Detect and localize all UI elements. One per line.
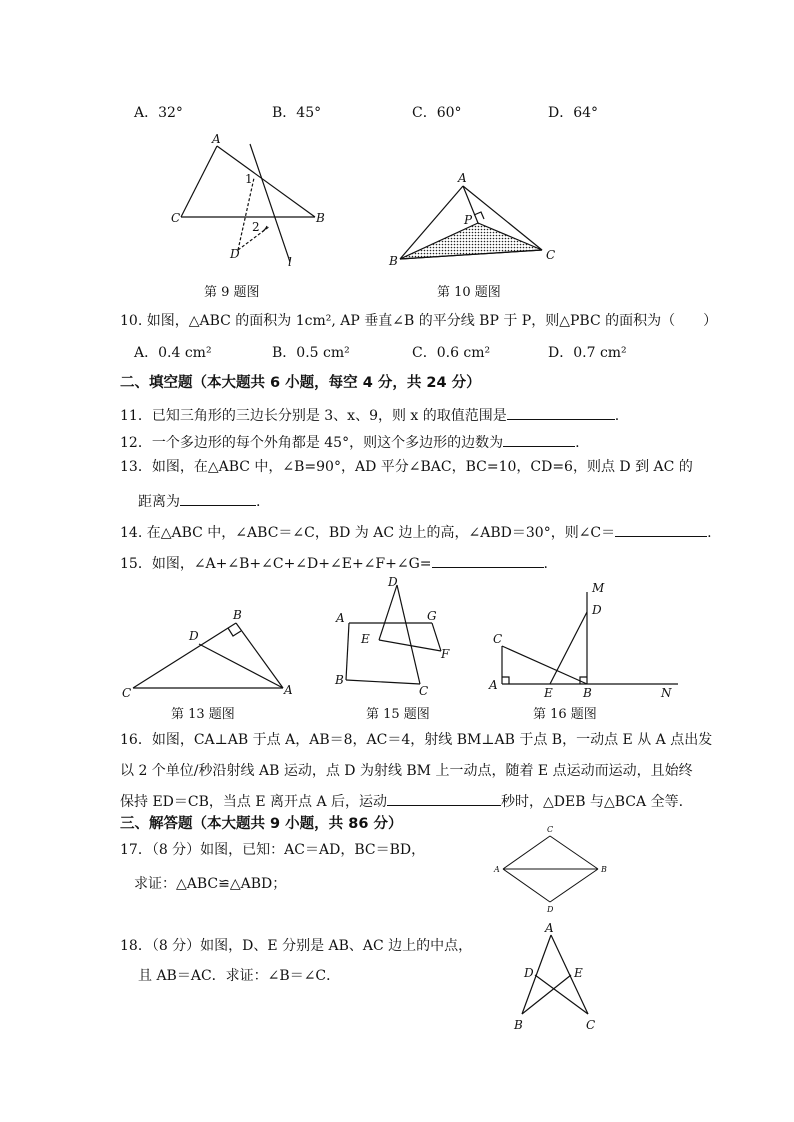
fig15-label-c: C [419,684,429,698]
q14-text: 14. 在△ABC 中，∠ABC＝∠C，BD 为 AC 边上的高，∠ABD＝30°，则∠C＝ [120,525,616,541]
fig16-label-d: D [592,603,602,617]
fig16-caption: 第 16 题图 [533,707,597,722]
q16-text3a: 保持 ED＝CB，当点 E 离开点 A 后，运动 [120,794,388,810]
q16-line1: 16．如图，CA⊥AB 于点 A，AB＝8，AC＝4，射线 BM⊥AB 于点 B，一动点 E 从 A 点出发 [120,732,713,748]
fig15-label-g: G [427,609,437,623]
q10-option-d: D．0.7 cm² [548,345,627,361]
fig17-label-a: A [494,865,500,874]
section-3-heading: 三、解答题（本大题共 9 小题，共 86 分） [120,816,403,832]
fig13-label-c: C [122,686,132,700]
q16-line2: 以 2 个单位/秒沿射线 AB 运动，点 D 为射线 BM 上一动点，随着 E 点运动而运动，且始终 [120,763,693,779]
q16-text3b: 秒时，△DEB 与△BCA 全等. [501,794,684,810]
q13-line1: 13．如图，在△ABC 中，∠B=90°，AD 平分∠BAC，BC=10，CD=6，则点 D 到 AC 的 [120,459,693,475]
q15-end: . [543,556,548,572]
section-2-heading: 二、填空题（本大题共 6 小题，每空 4 分，共 24 分） [120,375,481,391]
fig17-label-b: B [601,865,607,874]
fig18-cd [535,975,588,1014]
fig13-label-d: D [189,629,199,643]
fig18-label-e: E [574,966,583,980]
fig15-label-d: D [388,575,398,589]
q17-line2: 求证：△ABC≌△ABD； [134,876,287,892]
fig18-label-a: A [545,921,554,935]
q10-option-b: B．0.5 cm² [272,345,350,361]
q10-text: 10. 如图，△ABC 的面积为 1cm², AP 垂直∠B 的平分线 BP 于 P，则△PBC 的面积为（ ） [120,313,718,329]
q13-text2: 距离为 [138,494,180,510]
fig16-label-e: E [544,686,553,700]
fig18-label-b: B [514,1018,523,1032]
fig10-caption: 第 10 题图 [437,285,501,300]
fig18-label-d: D [524,966,534,980]
fig9-label-c: C [171,211,181,225]
fig9-caption: 第 9 题图 [204,285,260,300]
fig9-label-2: 2 [252,220,260,234]
fig15-caption: 第 15 题图 [366,707,430,722]
fig10-label-c: C [546,248,556,262]
q9-option-b: B．45° [272,105,322,121]
q11-end: . [614,408,620,424]
fig9-label-d: D [230,247,240,261]
q13-end: . [256,494,261,510]
q10-option-c: C．0.6 cm² [412,345,491,361]
fig9-label-b: B [316,211,325,225]
fig10-label-b: B [389,254,398,268]
q9-option-d: D．64° [548,105,599,121]
fig10-label-p: P [464,213,473,227]
q12-text: 12．一个多边形的每个外角都是 45°，则这个多边形的边数为 [120,435,504,451]
fig18-label-c: C [586,1018,596,1032]
fig15-label-b: B [335,673,344,687]
q9-option-c: C．60° [412,105,462,121]
fig15-label-e: E [361,632,370,646]
fig15-label-a: A [336,611,345,625]
fig16-label-m: M [592,581,605,595]
fig9-label-1: 1 [245,172,253,186]
fig13-caption: 第 13 题图 [171,707,235,722]
fig16-label-a: A [489,678,498,692]
q18-line1: 18．（8 分）如图，D、E 分别是 AB、AC 边上的中点， [120,938,473,954]
fig13-label-b: B [233,608,242,622]
fig10-label-a: A [458,171,467,185]
fig13-label-a: A [284,683,293,697]
fig17-label-c: C [547,825,554,834]
q14-end: . [707,525,712,541]
fig17-label-d: D [547,905,554,914]
q18-line2: 且 AB＝AC．求证：∠B＝∠C． [138,968,341,984]
q9-option-a: A．32° [134,105,183,121]
fig16-label-b: B [583,686,592,700]
fig9-label-l: l [288,255,292,269]
q12-end: . [575,435,580,451]
fig16-label-n: N [661,686,672,700]
q15-text: 15．如图，∠A+∠B+∠C+∠D+∠E+∠F+∠G= [120,556,432,572]
fig15-label-f: F [441,647,450,661]
q17-line1: 17．（8 分）如图，已知：AC＝AD，BC＝BD， [120,842,426,858]
fig16-label-c: C [493,632,503,646]
fig9-label-a: A [212,132,221,146]
q11-text: 11．已知三角形的三边长分别是 3、x、9，则 x 的取值范围是 [120,408,507,424]
q10-option-a: A．0.4 cm² [134,345,212,361]
